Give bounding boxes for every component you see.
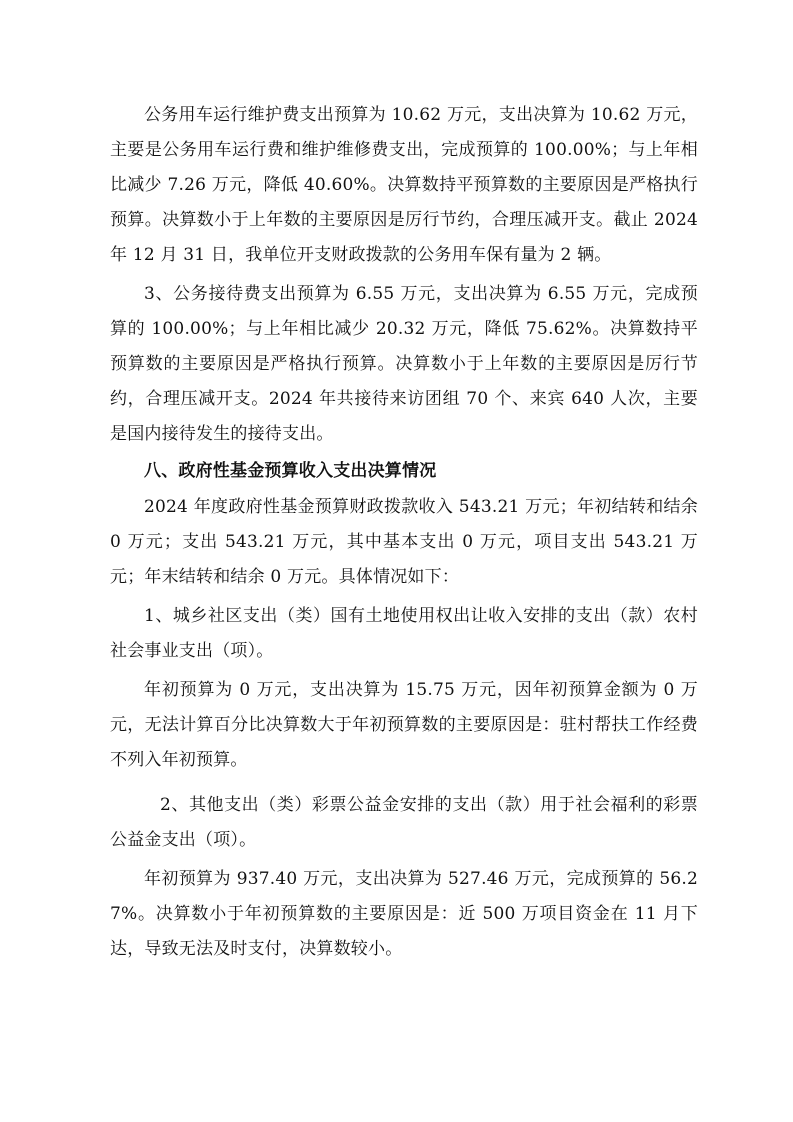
paragraph-item-1-title: 1、城乡社区支出（类）国有土地使用权出让收入安排的支出（款）农村社会事业支出（项）。	[110, 606, 698, 661]
paragraph-vehicle-maintenance: 公务用车运行维护费支出预算为 10.62 万元，支出决算为 10.62 万元，主要是公务用车运行费和维护维修费支出，完成预算的 100.00%；与上年相比减少 7.26 万元，降低 40.60%。决算数持平预算数的主要原因是严格执行预算。决算数小于上年数的主要原因是厉行节约，合理压减开支。截止 2024 年 12 月 31 日，我单位开支财政拨款的公务用车保有量为 2 辆。	[110, 105, 698, 265]
paragraph-item-1-detail: 年初预算为 0 万元，支出决算为 15.75 万元，因年初预算金额为 0 万元，无法计算百分比决算数大于年初预算数的主要原因是：驻村帮扶工作经费不列入年初预算。	[110, 680, 698, 770]
paragraph-item-2-title: 2、其他支出（类）彩票公益金安排的支出（款）用于社会福利的彩票公益金支出（项）。	[110, 795, 698, 850]
paragraph-reception-expense: 3、公务接待费支出预算为 6.55 万元，支出决算为 6.55 万元，完成预算的 100.00%；与上年相比减少 20.32 万元，降低 75.62%。决算数持平预算数的主要原因是严格执行预算。决算数小于上年数的主要原因是厉行节约，合理压减开支。2024 年共接待来访团组 70 个、来宾 640 人次，主要是国内接待发生的接待支出。	[110, 284, 698, 444]
section-heading-government-fund: 八、政府性基金预算收入支出决算情况	[144, 461, 437, 481]
paragraph-fund-overview: 2024 年度政府性基金预算财政拨款收入 543.21 万元；年初结转和结余 0 万元；支出 543.21 万元，其中基本支出 0 万元，项目支出 543.21 万元；年末结转和结余 0 万元。具体情况如下：	[110, 497, 698, 587]
document-body	[110, 98, 698, 967]
spacer	[110, 778, 698, 788]
paragraph-item-2-detail: 年初预算为 937.40 万元，支出决算为 527.46 万元，完成预算的 56.27%。决算数小于年初预算数的主要原因是：近 500 万项目资金在 11 月下达，导致无法及时支付，决算数较小。	[110, 869, 698, 959]
